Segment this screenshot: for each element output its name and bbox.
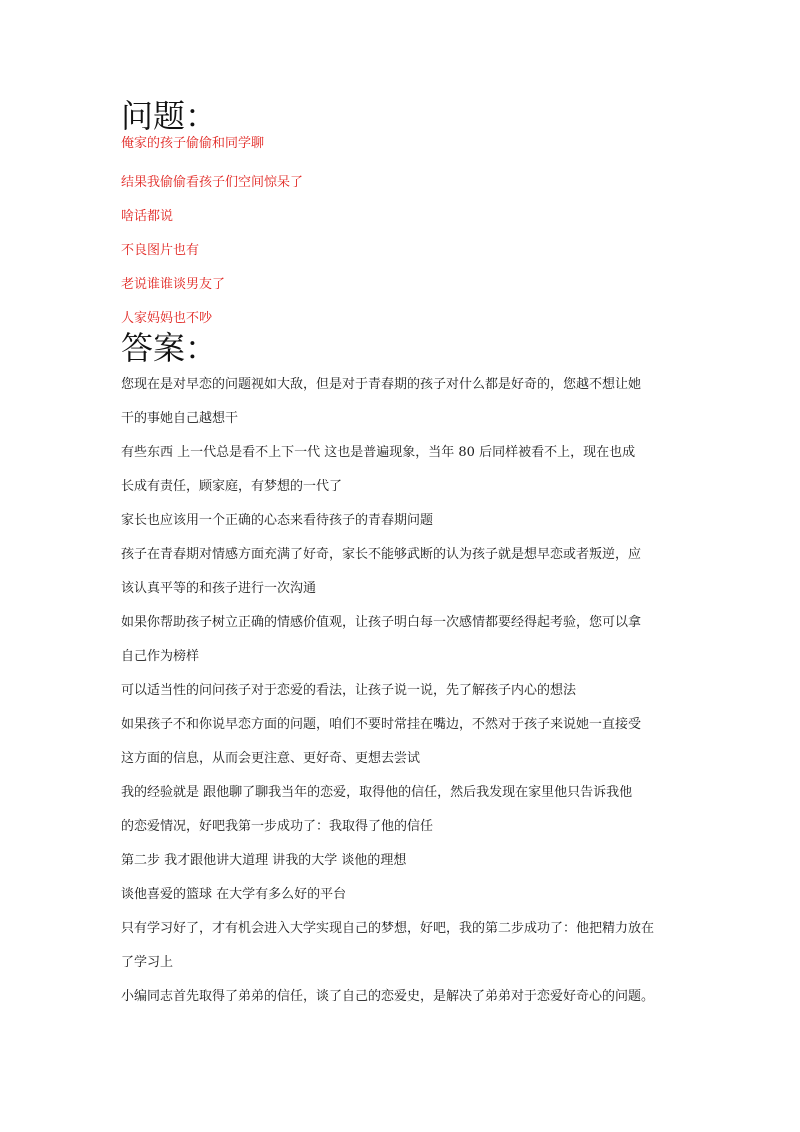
question-line: 人家妈妈也不吵 <box>121 311 213 326</box>
answer-line: 您现在是对早恋的问题视如大敌，但是对于青春期的孩子对什么都是好奇的，您越不想让她 <box>121 377 642 392</box>
answer-line: 该认真平等的和孩子进行一次沟通 <box>121 581 317 596</box>
answer-line: 长成有责任，顾家庭，有梦想的一代了 <box>121 479 343 494</box>
answer-line: 这方面的信息，从而会更注意、更好奇、更想去尝试 <box>121 751 421 766</box>
answer-line: 可以适当性的问问孩子对于恋爱的看法，让孩子说一说，先了解孩子内心的想法 <box>121 683 577 698</box>
answer-line: 只有学习好了，才有机会进入大学实现自己的梦想，好吧，我的第二步成功了：他把精力放在 <box>121 921 655 936</box>
answer-line: 小编同志首先取得了弟弟的信任，谈了自己的恋爱史，是解决了弟弟对于恋爱好奇心的问题。 <box>121 989 655 1004</box>
answer-line: 如果你帮助孩子树立正确的情感价值观，让孩子明白每一次感情都要经得起考验，您可以拿 <box>121 615 642 630</box>
question-line: 老说谁谁谈男友了 <box>121 277 226 292</box>
answer-line: 第二步 我才跟他讲大道理 讲我的大学 谈他的理想 <box>121 853 407 868</box>
question-heading: 问题： <box>121 97 218 135</box>
answer-line: 孩子在青春期对情感方面充满了好奇，家长不能够武断的认为孩子就是想早恋或者叛逆，应 <box>121 547 642 562</box>
answer-line: 有些东西 上一代总是看不上下一代 这也是普遍现象，当年 80 后同样被看不上，现在也成 <box>121 445 636 460</box>
question-line: 结果我偷偷看孩子们空间惊呆了 <box>121 175 304 190</box>
answer-line: 了学习上 <box>121 955 174 970</box>
answer-line: 干的事她自己越想干 <box>121 411 239 426</box>
answer-line: 的恋爱情况，好吧我第一步成功了：我取得了他的信任 <box>121 819 434 834</box>
answer-heading: 答案： <box>121 329 218 367</box>
answer-line: 谈他喜爱的篮球 在大学有多么好的平台 <box>121 887 347 902</box>
question-line: 不良图片也有 <box>121 243 200 258</box>
question-lines <box>121 132 691 336</box>
question-line: 啥话都说 <box>121 209 174 224</box>
answer-line: 我的经验就是 跟他聊了聊我当年的恋爱，取得他的信任，然后我发现在家里他只告诉我他 <box>121 785 633 800</box>
document-content <box>121 96 691 1014</box>
question-line: 俺家的孩子偷偷和同学聊 <box>121 136 265 151</box>
answer-line: 家长也应该用一个正确的心态来看待孩子的青春期问题 <box>121 513 434 528</box>
answer-lines <box>121 368 691 1014</box>
answer-line: 如果孩子不和你说早恋方面的问题，咱们不要时常挂在嘴边，不然对于孩子来说她一直接受 <box>121 717 642 732</box>
answer-line: 自己作为榜样 <box>121 649 200 664</box>
